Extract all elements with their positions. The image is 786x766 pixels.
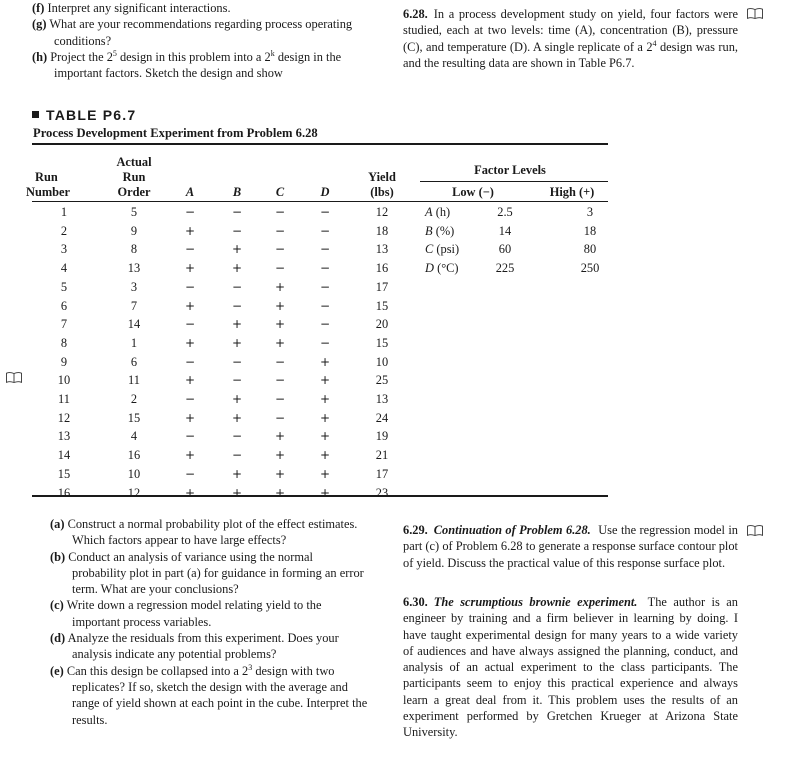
factor-sign-cell: −: [231, 298, 243, 313]
run-order-cell: 15: [127, 410, 141, 425]
item-h: (h) Project the $2^5$ design in this problem into a 2$^k$ design in the important factors. Sketch the design and show: [32, 48, 342, 81]
yield-cell: 23: [375, 485, 389, 500]
factor-sign-cell: +: [274, 335, 286, 350]
run-number-cell: 13: [57, 429, 71, 444]
run-number-cell: 7: [60, 317, 68, 332]
factor-sign-cell: −: [319, 335, 331, 350]
header-low: Low (−): [452, 185, 494, 199]
table-top-rule: [32, 143, 608, 145]
yield-cell: 21: [375, 448, 389, 463]
factor-sign-cell: +: [231, 335, 243, 350]
factor-sign-cell: +: [274, 448, 286, 463]
factor-sign-cell: +: [319, 392, 331, 406]
factor-sign-cell: +: [274, 429, 286, 444]
factor-sign-cell: +: [231, 466, 243, 481]
factor-sign-cell: +: [184, 448, 196, 463]
run-order-cell: 8: [130, 242, 138, 257]
problem-6-29: 6.29. Continuation of Problem 6.28. Use the regression model in part (c) of Problem 6.28 to generate a response surface contour plot of yield. Discuss the practical value of this response surface plot.: [403, 523, 738, 570]
factor-sign-cell: −: [319, 242, 331, 257]
factor-sign-cell: −: [231, 223, 243, 238]
run-order-cell: 11: [128, 373, 140, 388]
yield-cell: 18: [375, 223, 389, 238]
factor-sign-cell: −: [184, 354, 196, 369]
table-caption: Process Development Experiment from Problem 6.28: [33, 126, 318, 140]
factor-sign-cell: +: [231, 392, 243, 406]
book-icon[interactable]: [6, 372, 22, 383]
bottom-left-column: [50, 516, 370, 728]
factor-sign-cell: −: [231, 373, 243, 388]
item-b: (b) Conduct an analysis of variance using the normal probability plot in part (a) for guidance in forming an error term. What are your conclusions?: [50, 549, 364, 597]
run-number-cell: 11: [58, 392, 70, 406]
run-order-cell: 16: [127, 448, 141, 463]
run-number-cell: 8: [60, 335, 68, 350]
run-order-cell: 3: [130, 279, 138, 294]
item-g: (g) What are your recommendations regarding process operating conditions?: [32, 17, 353, 48]
top-left-column: [32, 0, 377, 81]
factor-levels-rule: [420, 181, 608, 182]
factor-sign-cell: +: [184, 410, 196, 425]
yield-cell: 10: [375, 354, 389, 369]
run-number-cell: 10: [57, 373, 71, 388]
run-number-cell: 14: [57, 448, 71, 463]
item-c: (c) Write down a regression model relating yield to the important process variables.: [50, 598, 322, 629]
factor-sign-cell: +: [319, 466, 331, 481]
table-header-rule: [32, 201, 608, 202]
run-order-cell: 12: [127, 485, 141, 500]
run-order-cell: 6: [130, 354, 138, 369]
factor-sign-cell: +: [184, 223, 196, 238]
factor-sign-cell: −: [274, 410, 286, 425]
yield-cell: 19: [375, 429, 389, 444]
header-factor-d: D: [320, 185, 330, 199]
yield-cell: 12: [375, 205, 389, 219]
factor-sign-cell: +: [319, 429, 331, 444]
factor-sign-cell: −: [274, 261, 286, 276]
factor-sign-cell: +: [319, 354, 331, 369]
factor-sign-cell: +: [274, 298, 286, 313]
item-e: (e) Can this design be collapsed into a $2^3$ design with two replicates? If so, sketch the design with the average and range of yield shown at each point in the cube. Interpret the results.: [50, 662, 368, 727]
header-yield: Yield (lbs): [368, 170, 396, 199]
factor-sign-cell: −: [231, 279, 243, 294]
factor-level-low: 225: [495, 261, 515, 276]
run-order-cell: 7: [130, 298, 138, 313]
item-f: (f) Interpret any significant interactions.: [32, 1, 231, 15]
factor-sign-cell: −: [274, 242, 286, 257]
factor-sign-cell: +: [319, 410, 331, 425]
factor-sign-cell: +: [319, 448, 331, 463]
yield-cell: 17: [375, 466, 389, 481]
factor-sign-cell: +: [231, 242, 243, 257]
factor-sign-cell: +: [184, 485, 196, 500]
yield-cell: 17: [375, 279, 389, 294]
factor-sign-cell: −: [319, 279, 331, 294]
factor-level-high: 80: [583, 242, 597, 257]
run-number-cell: 16: [57, 485, 71, 500]
run-order-cell: 14: [127, 317, 141, 332]
factor-sign-cell: −: [319, 298, 331, 313]
factor-sign-cell: −: [319, 317, 331, 332]
run-number-cell: 1: [60, 205, 68, 219]
factor-level-high: 3: [586, 205, 594, 219]
factor-sign-cell: −: [184, 279, 196, 294]
factor-sign-cell: −: [274, 373, 286, 388]
factor-sign-cell: −: [274, 223, 286, 238]
factor-sign-cell: −: [184, 392, 196, 406]
run-number-cell: 4: [60, 261, 68, 276]
run-number-cell: 9: [60, 354, 68, 369]
problem-6-28: 6.28. In a process development study on yield, four factors were studied, each at two levels: time (A), concentration (B), pressure (C), and temperature (D). A single replicate of a $2^4$ design was run, and the resulting data are shown in Table P6.7.: [403, 7, 739, 70]
run-order-cell: 4: [130, 429, 138, 444]
book-icon[interactable]: [747, 8, 763, 19]
table-label: TABLE P6.7: [32, 107, 136, 123]
yield-cell: 24: [375, 410, 389, 425]
factor-sign-cell: −: [184, 429, 196, 444]
factor-sign-cell: +: [231, 261, 243, 276]
factor-sign-cell: −: [231, 448, 243, 463]
run-number-cell: 2: [60, 223, 68, 238]
factor-sign-cell: −: [231, 429, 243, 444]
factor-sign-cell: −: [231, 354, 243, 369]
factor-sign-cell: +: [274, 466, 286, 481]
factor-sign-cell: +: [184, 261, 196, 276]
factor-level-label: D (°C): [425, 261, 459, 276]
factor-sign-cell: +: [274, 485, 286, 500]
factor-level-low: 14: [498, 223, 512, 238]
factor-sign-cell: −: [231, 205, 243, 219]
yield-cell: 25: [375, 373, 389, 388]
run-order-cell: 13: [127, 261, 141, 276]
factor-sign-cell: −: [184, 466, 196, 481]
factor-sign-cell: −: [274, 392, 286, 406]
factor-sign-cell: +: [184, 298, 196, 313]
factor-sign-cell: +: [319, 373, 331, 388]
run-number-cell: 12: [57, 410, 71, 425]
factor-sign-cell: −: [319, 205, 331, 219]
run-number-cell: 3: [60, 242, 68, 257]
item-d: (d) Analyze the residuals from this experiment. Does your analysis indicate any potential problems?: [50, 631, 339, 662]
run-order-cell: 5: [130, 205, 138, 219]
factor-sign-cell: −: [184, 205, 196, 219]
factor-sign-cell: +: [274, 279, 286, 294]
factor-sign-cell: −: [319, 261, 331, 276]
book-icon[interactable]: [747, 525, 763, 536]
yield-cell: 15: [375, 298, 389, 313]
yield-cell: 16: [375, 261, 389, 276]
factor-sign-cell: −: [319, 223, 331, 238]
factor-level-label: A (h): [425, 205, 451, 219]
yield-cell: 13: [375, 242, 389, 257]
yield-cell: 20: [375, 317, 389, 332]
header-high: High (+): [549, 185, 595, 199]
run-order-cell: 2: [130, 392, 138, 406]
factor-level-high: 250: [580, 261, 600, 276]
header-factor-b: B: [232, 185, 242, 199]
factor-sign-cell: +: [231, 410, 243, 425]
yield-cell: 15: [375, 335, 389, 350]
run-number-cell: 6: [60, 298, 68, 313]
header-factor-c: C: [275, 185, 285, 199]
run-order-cell: 9: [130, 223, 138, 238]
yield-cell: 13: [375, 392, 389, 406]
header-actual-run-order: Actual Run Order: [116, 155, 152, 199]
run-number-cell: 5: [60, 279, 68, 294]
run-order-cell: 1: [130, 335, 138, 350]
factor-level-high: 18: [583, 223, 597, 238]
factor-level-low: 2.5: [497, 205, 513, 219]
run-order-cell: 10: [127, 466, 141, 481]
item-a: (a) Construct a normal probability plot of the effect estimates. Which factors appear to have large effects?: [50, 517, 358, 548]
factor-sign-cell: +: [184, 373, 196, 388]
factor-level-low: 60: [498, 242, 512, 257]
factor-sign-cell: +: [274, 317, 286, 332]
factor-sign-cell: −: [184, 242, 196, 257]
factor-sign-cell: +: [184, 335, 196, 350]
factor-sign-cell: −: [274, 354, 286, 369]
header-factor-levels: Factor Levels: [474, 163, 546, 177]
factor-level-label: B (%): [425, 223, 455, 238]
run-number-cell: 15: [57, 466, 71, 481]
header-run-number: Run Number: [26, 170, 71, 199]
header-factor-a: A: [185, 185, 195, 199]
factor-sign-cell: −: [274, 205, 286, 219]
factor-sign-cell: +: [231, 485, 243, 500]
factor-sign-cell: +: [231, 317, 243, 332]
problem-6-30: 6.30. The scrumptious brownie experiment. The author is an engineer by training and a firm believer in learning by doing. I have taught experimental design for many years to a wide variety of audiences and have always assigned the planning, conduct, and analysis of an actual experiment to the class participants. The participants seem to enjoy this practical experience and always learn a great deal from it. This problem uses the results of an experiment performed by Gretchen Krueger at Arizona State University.: [403, 595, 739, 740]
factor-sign-cell: −: [184, 317, 196, 332]
factor-level-label: C (psi): [425, 242, 460, 257]
factor-sign-cell: +: [319, 485, 331, 500]
